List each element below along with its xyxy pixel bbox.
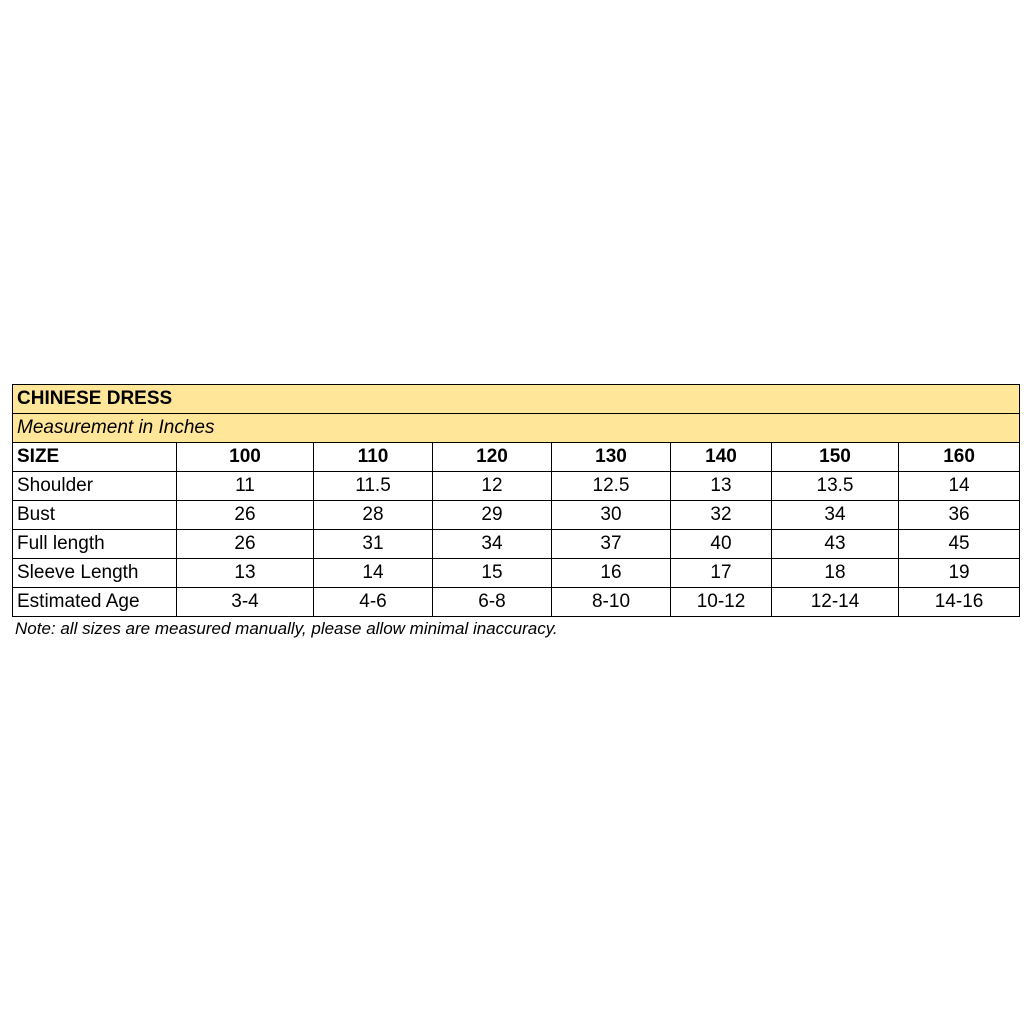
table-cell: 26	[177, 501, 314, 530]
table-cell: 16	[552, 559, 671, 588]
table-cell: 30	[552, 501, 671, 530]
table-cell: 15	[433, 559, 552, 588]
row-label: Bust	[13, 501, 177, 530]
table-cell: 34	[772, 501, 899, 530]
size-chart-table	[12, 384, 1020, 617]
row-label: Shoulder	[13, 472, 177, 501]
table-row-full-length	[13, 530, 1020, 559]
table-subtitle: Measurement in Inches	[13, 414, 1020, 443]
table-cell: 43	[772, 530, 899, 559]
table-cell: 11	[177, 472, 314, 501]
table-cell: 13	[671, 472, 772, 501]
size-header-cell: 130	[552, 443, 671, 472]
table-cell: 12.5	[552, 472, 671, 501]
size-header-cell: 150	[772, 443, 899, 472]
table-cell: 12	[433, 472, 552, 501]
row-label: Sleeve Length	[13, 559, 177, 588]
table-row-sleeve-length	[13, 559, 1020, 588]
table-cell: 4-6	[314, 588, 433, 617]
table-cell: 37	[552, 530, 671, 559]
table-cell: 26	[177, 530, 314, 559]
table-cell: 14	[899, 472, 1020, 501]
size-header-label: SIZE	[13, 443, 177, 472]
footnote: Note: all sizes are measured manually, please allow minimal inaccuracy.	[15, 619, 558, 638]
size-header-cell: 100	[177, 443, 314, 472]
table-cell: 13	[177, 559, 314, 588]
table-cell: 36	[899, 501, 1020, 530]
size-header-row	[13, 443, 1020, 472]
title-row	[13, 385, 1020, 414]
table-cell: 14-16	[899, 588, 1020, 617]
table-cell: 17	[671, 559, 772, 588]
table-cell: 40	[671, 530, 772, 559]
size-header-cell: 120	[433, 443, 552, 472]
table-cell: 8-10	[552, 588, 671, 617]
table-cell: 29	[433, 501, 552, 530]
table-cell: 11.5	[314, 472, 433, 501]
table-cell: 19	[899, 559, 1020, 588]
table-cell: 10-12	[671, 588, 772, 617]
table-row-estimated-age	[13, 588, 1020, 617]
table-cell: 18	[772, 559, 899, 588]
table-cell: 13.5	[772, 472, 899, 501]
table-cell: 14	[314, 559, 433, 588]
row-label: Estimated Age	[13, 588, 177, 617]
table-cell: 31	[314, 530, 433, 559]
table-title: CHINESE DRESS	[13, 385, 1020, 414]
table-cell: 6-8	[433, 588, 552, 617]
table-cell: 45	[899, 530, 1020, 559]
size-header-cell: 160	[899, 443, 1020, 472]
subtitle-row	[13, 414, 1020, 443]
table-row-bust	[13, 501, 1020, 530]
table-cell: 28	[314, 501, 433, 530]
table-row-shoulder	[13, 472, 1020, 501]
size-header-cell: 140	[671, 443, 772, 472]
size-header-cell: 110	[314, 443, 433, 472]
row-label: Full length	[13, 530, 177, 559]
table-cell: 32	[671, 501, 772, 530]
table-cell: 12-14	[772, 588, 899, 617]
table-cell: 3-4	[177, 588, 314, 617]
table-cell: 34	[433, 530, 552, 559]
